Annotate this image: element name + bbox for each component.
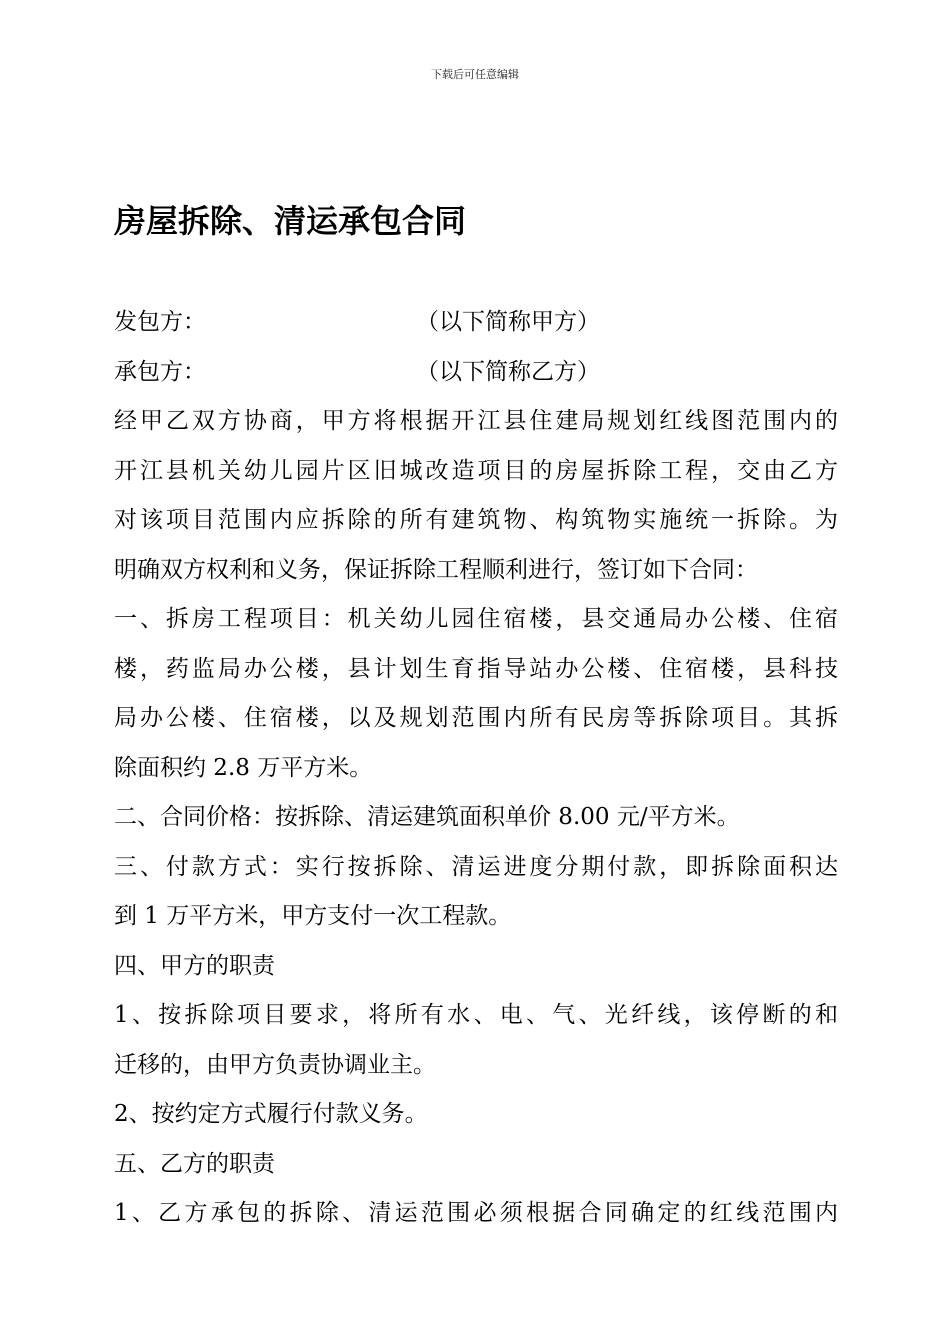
party-label: 发包方： xyxy=(114,309,206,335)
body-line: 楼，药监局办公楼，县计划生育指导站办公楼、住宿楼，县科技 xyxy=(114,655,838,682)
party-note: （以下简称甲方） xyxy=(416,309,600,335)
body-line: 经甲乙双方协商，甲方将根据开江县住建局规划红线图范围内的 xyxy=(114,408,838,434)
party-line-contractor xyxy=(114,348,838,398)
document-body xyxy=(114,298,838,1239)
body-line: 三、付款方式：实行按拆除、清运进度分期付款，即拆除面积达 xyxy=(114,853,838,880)
party-note: （以下简称乙方） xyxy=(416,358,600,385)
body-lines xyxy=(114,397,838,1239)
body-line: 五、乙方的职责 xyxy=(114,1150,275,1177)
body-line: 1、按拆除项目要求，将所有水、电、气、光纤线，该停断的和 xyxy=(114,1002,838,1028)
body-line: 局办公楼、住宿楼，以及规划范围内所有民房等拆除项目。其拆 xyxy=(114,705,838,731)
body-line: 到 1 万平方米，甲方支付一次工程款。 xyxy=(114,903,512,929)
body-line: 一、拆房工程项目：机关幼儿园住宿楼，县交通局办公楼、住宿 xyxy=(114,606,838,632)
body-line: 除面积约 2.8 万平方米。 xyxy=(114,754,373,781)
body-line: 1、乙方承包的拆除、清运范围必须根据合同确定的红线范围内 xyxy=(114,1200,838,1226)
party-line-client xyxy=(114,298,838,348)
body-line: 二、合同价格：按拆除、清运建筑面积单价 8.00 元/平方米。 xyxy=(114,804,740,830)
body-line: 明确双方权利和义务，保证拆除工程顺利进行，签订如下合同： xyxy=(114,556,758,583)
document-title: 房屋拆除、清运承包合同 xyxy=(114,202,467,240)
body-line: 开江县机关幼儿园片区旧城改造项目的房屋拆除工程，交由乙方 xyxy=(114,457,838,484)
body-line: 迁移的，由甲方负责协调业主。 xyxy=(114,1051,436,1078)
body-line: 四、甲方的职责 xyxy=(114,952,275,979)
header-note: 下载后可任意编辑 xyxy=(431,68,519,81)
body-line: 2、按约定方式履行付款义务。 xyxy=(114,1101,428,1127)
body-line: 对该项目范围内应拆除的所有建筑物、构筑物实施统一拆除。为 xyxy=(114,507,838,533)
party-label: 承包方： xyxy=(114,358,206,385)
